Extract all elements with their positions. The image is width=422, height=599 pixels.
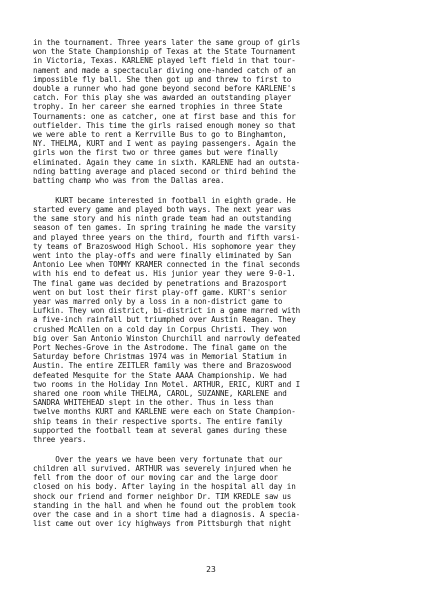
text-line: ty teams of Brazoswood High School. His sophomore year they [33,241,296,251]
paragraph [33,196,403,444]
text-line: Saturday before Christmas 1974 was in Memorial Statium in [33,352,287,362]
text-line: The final game was decided by penetrations and Brazosport [33,278,287,288]
text-line: with his end to defeat us. His junior year they were 9-0-1. [33,269,296,279]
text-line: Antonio Lee when TOMMY KRAMER connected in the final seconds [33,260,301,270]
text-line: crushed McAllen on a cold day in Corpus Christi. They won [33,324,287,334]
text-line: won the State Championship of Texas at the State Tournament [33,47,296,57]
text-line: a five-inch rainfall but triumphed over Austin Reagan. They [33,315,296,325]
text-line: standing in the hall and when he found out the problem took [33,500,296,510]
text-line: NY. THELMA, KURT and I went as paying passengers. Again the [33,139,296,149]
text-line: and played three years on the third, fourth and fifth varsi- [33,232,301,242]
paragraph [33,38,403,185]
text-line: closed on his body. After laying in the hospital all day in [33,482,296,492]
text-line: over the case and in a short time had a diagnosis. A specia- [33,509,301,519]
text-line: trophy. In her career she earned trophies in three State [33,102,283,112]
text-line: the same story and his ninth grade team had an outstanding [33,214,292,224]
text-line: year was marred only by a loss in a non-district game to [33,296,283,306]
text-line: went into the play-offs and were finally eliminated by San [33,250,292,260]
text-line: ship teams in their respective sports. The entire family [33,416,283,426]
text-line: shared one room while THELMA, CAROL, SUZANNE, KARLENE and [33,389,287,399]
text-line: children all survived. ARTHUR was severely injured when he [33,463,292,473]
text-line: eliminated. Again they came in sixth. KARLENE had an outsta- [33,157,301,167]
text-line: Austin. The entire ZEITLER family was there and Brazoswood [33,361,292,371]
paragraph [33,455,403,529]
text-line: twelve months KURT and KARLENE were each on State Champion- [33,407,296,417]
text-line: we were able to rent a Kerrville Bus to go to Binghamton, [33,130,287,140]
text-line: two rooms in the Holiday Inn Motel. ARTHUR, ERIC, KURT and I [33,379,301,389]
text-line: big over San Antonio Winston Churchill and narrowly defeated [33,333,301,343]
text-line: in Victoria, Texas. KARLENE played left field in that tour- [33,56,296,66]
text-line: catch. For this play she was awarded an outstanding player [33,93,292,103]
text-line: KURT became interested in football in eighth grade. He [33,195,296,205]
text-line: three years. [33,435,87,445]
text-line: Lufkin. They won district, bi-district in a game marred with [33,306,301,316]
text-line: outfielder. This time the girls raised enough money so that [33,120,296,130]
text-line: nament and made a spectacular diving one-handed catch of an [33,65,296,75]
text-line: girls won the first two or three games but were finally [33,148,278,158]
text-line: in the tournament. Three years later the same group of girls [33,38,301,47]
text-line: list came out over icy highways from Pittsburgh that night [33,519,292,529]
text-line: supported the football team at several games during these [33,425,287,435]
text-line: started every game and played both ways. The next year was [33,204,292,214]
text-line: went on but lost their first play-off game. KURT's senior [33,287,287,297]
text-line: Tournaments: one as catcher, one at first base and this for [33,111,296,121]
text-line: nding batting average and placed second or third behind the [33,166,296,176]
text-line: fell from the door of our moving car and the large door [33,473,278,483]
text-line: season of ten games. In spring training he made the varsity [33,223,296,233]
text-line: SANDRA WHITEHEAD slept in the other. Thus in less than [33,398,274,408]
text-line: double a runner who had gone beyond second before KARLENE's [33,84,296,94]
page-number: 23 [206,565,216,574]
text-line: Port Neches-Grove in the Astrodome. The final game on the [33,343,287,352]
text-line: shock our friend and former neighbor Dr. TIM KREDLE saw us [33,491,292,501]
body-text [33,38,403,528]
text-line: impossible fly ball. She then got up and threw to first to [33,74,292,84]
text-line: batting champ who was from the Dallas area. [33,176,225,186]
text-line: Over the years we have been very fortunate that our [33,454,283,464]
text-line: defeated Mesquite for the State AAAA Championship. We had [33,370,287,380]
